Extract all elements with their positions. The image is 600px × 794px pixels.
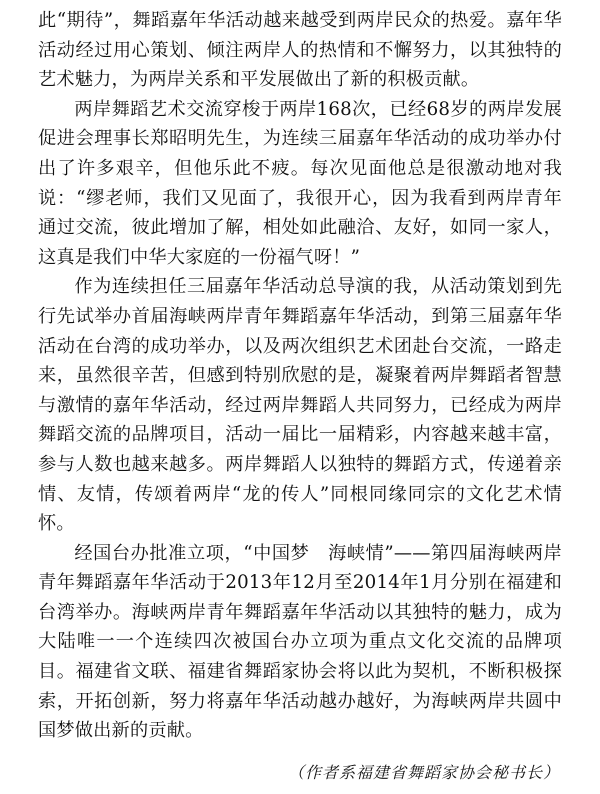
author-byline: （作者系福建省舞蹈家协会秘书长） bbox=[287, 763, 560, 782]
paragraph-3: 作为连续担任三届嘉年华活动总导演的我，从活动策划到先行先试举办首届海峡两岸青年舞蹈嘉年华活动，到第三届嘉年华活动在台湾的成功举办，以及两次组织艺术团赴台交流，一路走来，虽然很辛苦，但感到特别欣慰的是，凝聚着两岸舞蹈者智慧与激情的嘉年华活动，经过两岸舞蹈人共同努力，已经成为两岸舞蹈交流的品牌项目，活动一届比一届精彩，内容越来越丰富，参与人数也越来越多。两岸舞蹈人以独特的舞蹈方式，传递着亲情、友情，传颂着两岸“龙的传人”同根同缘同宗的文化艺术情怀。 bbox=[38, 276, 562, 535]
paragraph-4: 经国台办批准立项，“中国梦 海峡情”——第四届海峡两岸青年舞蹈嘉年华活动于2013年12月至2014年1月分别在福建和台湾举办。海峡两岸青年舞蹈嘉年华活动以其独特的魅力，成为大陆唯一一个连续四次被国台办立项为重点文化交流的品牌项目。福建省文联、福建省舞蹈家协会将以此为契机，不断积极探索，开拓创新，努力将嘉年华活动越办越好，为海峡两岸共圆中国梦做出新的贡献。 bbox=[38, 542, 562, 742]
paragraph-1: 此“期待”，舞蹈嘉年华活动越来越受到两岸民众的热爱。嘉年华活动经过用心策划、倾注两岸人的热情和不懈努力，以其独特的艺术魅力，为两岸关系和平发展做出了新的积极贡献。 bbox=[38, 10, 562, 91]
paragraph-2: 两岸舞蹈艺术交流穿梭于两岸168次，已经68岁的两岸发展促进会理事长郑昭明先生，为连续三届嘉年华活动的成功举办付出了许多艰辛，但他乐此不疲。每次见面他总是很激动地对我说：“缪老师，我们又见面了，我很开心，因为我看到两岸青年通过交流，彼此增加了解，相处如此融洽、友好，如同一家人，这真是我们中华大家庭的一份福气呀！” bbox=[38, 98, 562, 268]
